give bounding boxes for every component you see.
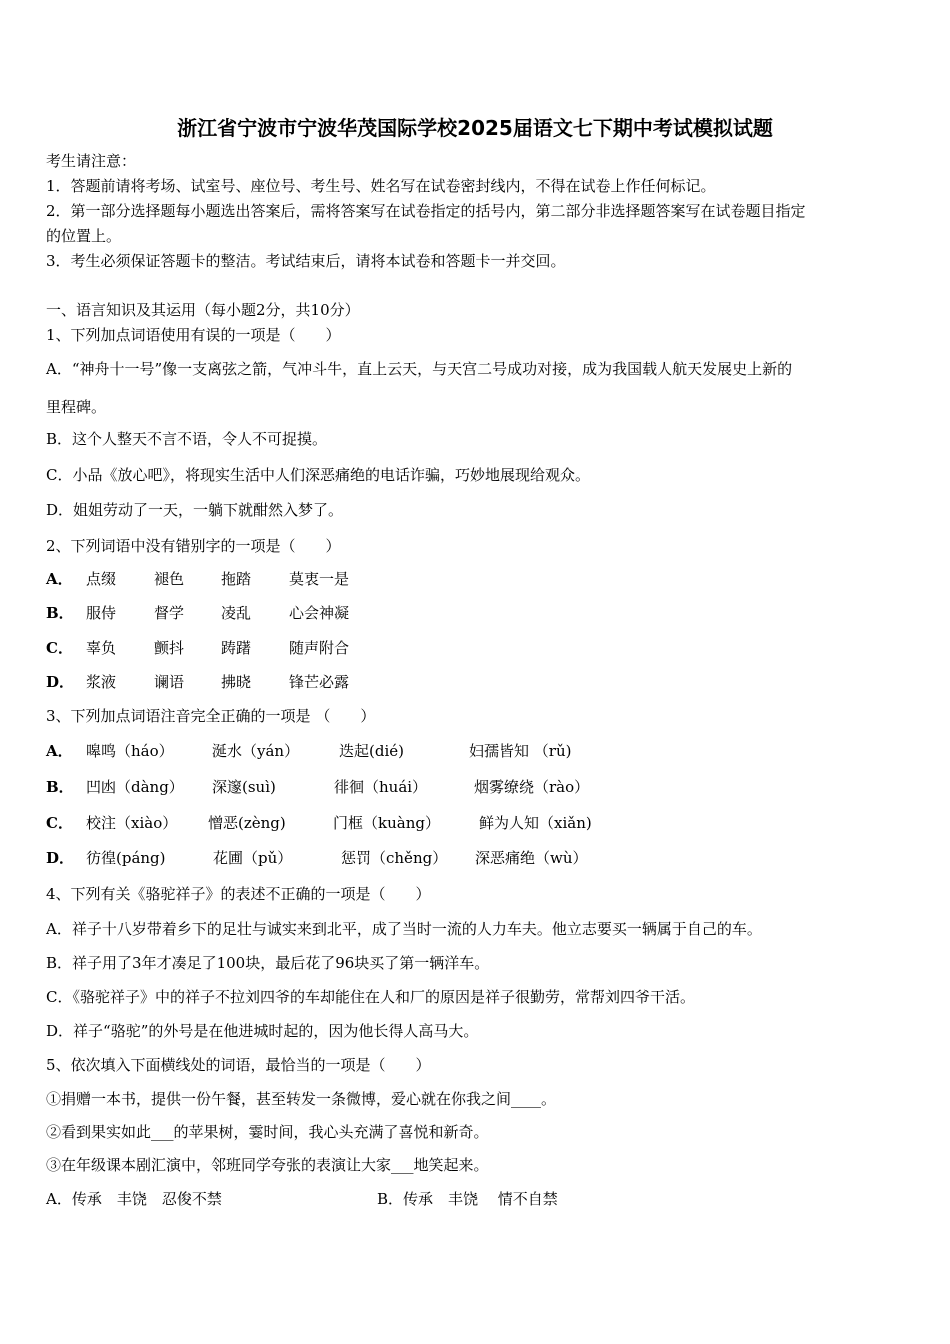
word: 锋芒必露 xyxy=(289,673,350,691)
word: 深邃(suì) xyxy=(212,778,276,796)
section-heading: 一、语言知识及其运用（每小题2分，共10分） xyxy=(46,301,360,319)
question-4-stem: 4、下列有关《骆驼祥子》的表述不正确的一项是（ ） xyxy=(46,885,431,903)
word: 心会神凝 xyxy=(289,604,350,622)
notice-heading: 考生请注意： xyxy=(46,152,137,170)
word: 花圃（pǔ） xyxy=(213,849,293,867)
word: 服侍 xyxy=(86,604,117,622)
question-5-sentence: ③在年级课本剧汇演中，邻班同学夸张的表演让大家___地笑起来。 xyxy=(46,1156,489,1174)
word: 徘徊（huái） xyxy=(334,778,428,796)
word: 涎水（yán） xyxy=(212,742,300,760)
question-3-stem: 3、下列加点词语注音完全正确的一项是 （ ） xyxy=(46,707,376,725)
option-letter: D． xyxy=(46,673,75,691)
question-1-stem: 1、下列加点词语使用有误的一项是（ ） xyxy=(46,326,341,344)
question-2-option-d xyxy=(46,672,349,692)
word: 彷徨(páng) xyxy=(86,849,166,867)
option-letter: B． xyxy=(46,604,74,622)
word: 鲜为人知（xiǎn) xyxy=(479,814,592,832)
option-letter: D． xyxy=(46,849,75,867)
question-1-option-a-cont: 里程碑。 xyxy=(46,398,107,416)
word: 随声附合 xyxy=(289,639,350,657)
word: 浆液 xyxy=(86,673,117,691)
word: 校注（xiào） xyxy=(86,814,178,832)
option-letter: C． xyxy=(46,814,73,832)
question-1-option-a: A．“神舟十一号”像一支离弦之箭，气冲斗牛，直上云天，与天宫二号成功对接，成为我国载人航天发展史上新的 xyxy=(46,360,793,378)
word: 深恶痛绝（wù） xyxy=(475,849,588,867)
question-4-option-a: A．祥子十八岁带着乡下的足壮与诚实来到北平，成了当时一流的人力车夫。他立志要买一辆属于自己的车。 xyxy=(46,920,762,938)
question-2-option-c xyxy=(46,638,349,658)
notice-item: 的位置上。 xyxy=(46,227,122,245)
notice-item: 3．考生必须保证答题卡的整洁。考试结束后，请将本试卷和答题卡一并交回。 xyxy=(46,252,566,270)
word: 褪色 xyxy=(154,570,185,588)
word: 凌乱 xyxy=(221,604,252,622)
word: 迭起(dié) xyxy=(339,742,404,760)
question-5-sentence: ②看到果实如此___的苹果树，霎时间，我心头充满了喜悦和新奇。 xyxy=(46,1123,489,1141)
question-5-option-b: B．传承 丰饶 情不自禁 xyxy=(377,1190,558,1208)
question-1-option-b: B．这个人整天不言不语，令人不可捉摸。 xyxy=(46,430,328,448)
question-5-option-a: A．传承 丰饶 忍俊不禁 xyxy=(46,1190,222,1208)
word: 憎恶(zèng) xyxy=(208,814,286,832)
question-2-stem: 2、下列词语中没有错别字的一项是（ ） xyxy=(46,537,341,555)
word: 门框（kuàng） xyxy=(333,814,440,832)
word: 烟雾缭绕（rào） xyxy=(474,778,590,796)
notice-item: 2．第一部分选择题每小题选出答案后，需将答案写在试卷指定的括号内，第二部分非选择题答案写在试卷题目指定 xyxy=(46,202,806,220)
question-1-option-d: D．姐姐劳动了一天，一躺下就酣然入梦了。 xyxy=(46,501,344,519)
option-letter: B． xyxy=(46,778,74,796)
question-3-option-c xyxy=(46,813,592,833)
word: 点缀 xyxy=(86,570,117,588)
question-3-option-b xyxy=(46,777,589,797)
word: 颤抖 xyxy=(154,639,185,657)
notice-item: 1．答题前请将考场、试室号、座位号、考生号、姓名写在试卷密封线内，不得在试卷上作任何标记。 xyxy=(46,177,716,195)
word: 拂晓 xyxy=(221,673,252,691)
word: 谰语 xyxy=(154,673,185,691)
word: 踌躇 xyxy=(221,639,252,657)
option-letter: A． xyxy=(46,742,73,760)
word: 惩罚（chěng） xyxy=(341,849,448,867)
question-5-sentence: ①捐赠一本书，提供一份午餐，甚至转发一条微博，爱心就在你我之间____。 xyxy=(46,1090,557,1108)
question-5-stem: 5、依次填入下面横线处的词语，最恰当的一项是（ ） xyxy=(46,1056,431,1074)
page-title: 浙江省宁波市宁波华茂国际学校2025届语文七下期中考试模拟试题 xyxy=(177,116,773,140)
option-letter: C． xyxy=(46,639,73,657)
question-2-option-a xyxy=(46,569,349,589)
word: 莫衷一是 xyxy=(289,570,350,588)
word: 嗥鸣（háo） xyxy=(86,742,174,760)
word: 辜负 xyxy=(86,639,117,657)
question-4-option-d: D．祥子“骆驼”的外号是在他进城时起的，因为他长得人高马大。 xyxy=(46,1022,479,1040)
word: 妇孺皆知 （rǔ) xyxy=(469,742,572,760)
word: 督学 xyxy=(154,604,185,622)
question-3-option-d xyxy=(46,848,588,868)
word: 拖踏 xyxy=(221,570,252,588)
question-4-option-c: C．《骆驼祥子》中的祥子不拉刘四爷的车却能住在人和厂的原因是祥子很勤劳，常帮刘四爷干活。 xyxy=(46,988,695,1006)
word: 凹凼（dàng） xyxy=(86,778,184,796)
question-2-option-b xyxy=(46,603,349,623)
question-1-option-c: C．小品《放心吧》，将现实生活中人们深恶痛绝的电话诈骗，巧妙地展现给观众。 xyxy=(46,466,590,484)
option-letter: A． xyxy=(46,570,73,588)
question-3-option-a xyxy=(46,741,571,761)
question-4-option-b: B．祥子用了3年才凑足了100块，最后花了96块买了第一辆洋车。 xyxy=(46,954,490,972)
